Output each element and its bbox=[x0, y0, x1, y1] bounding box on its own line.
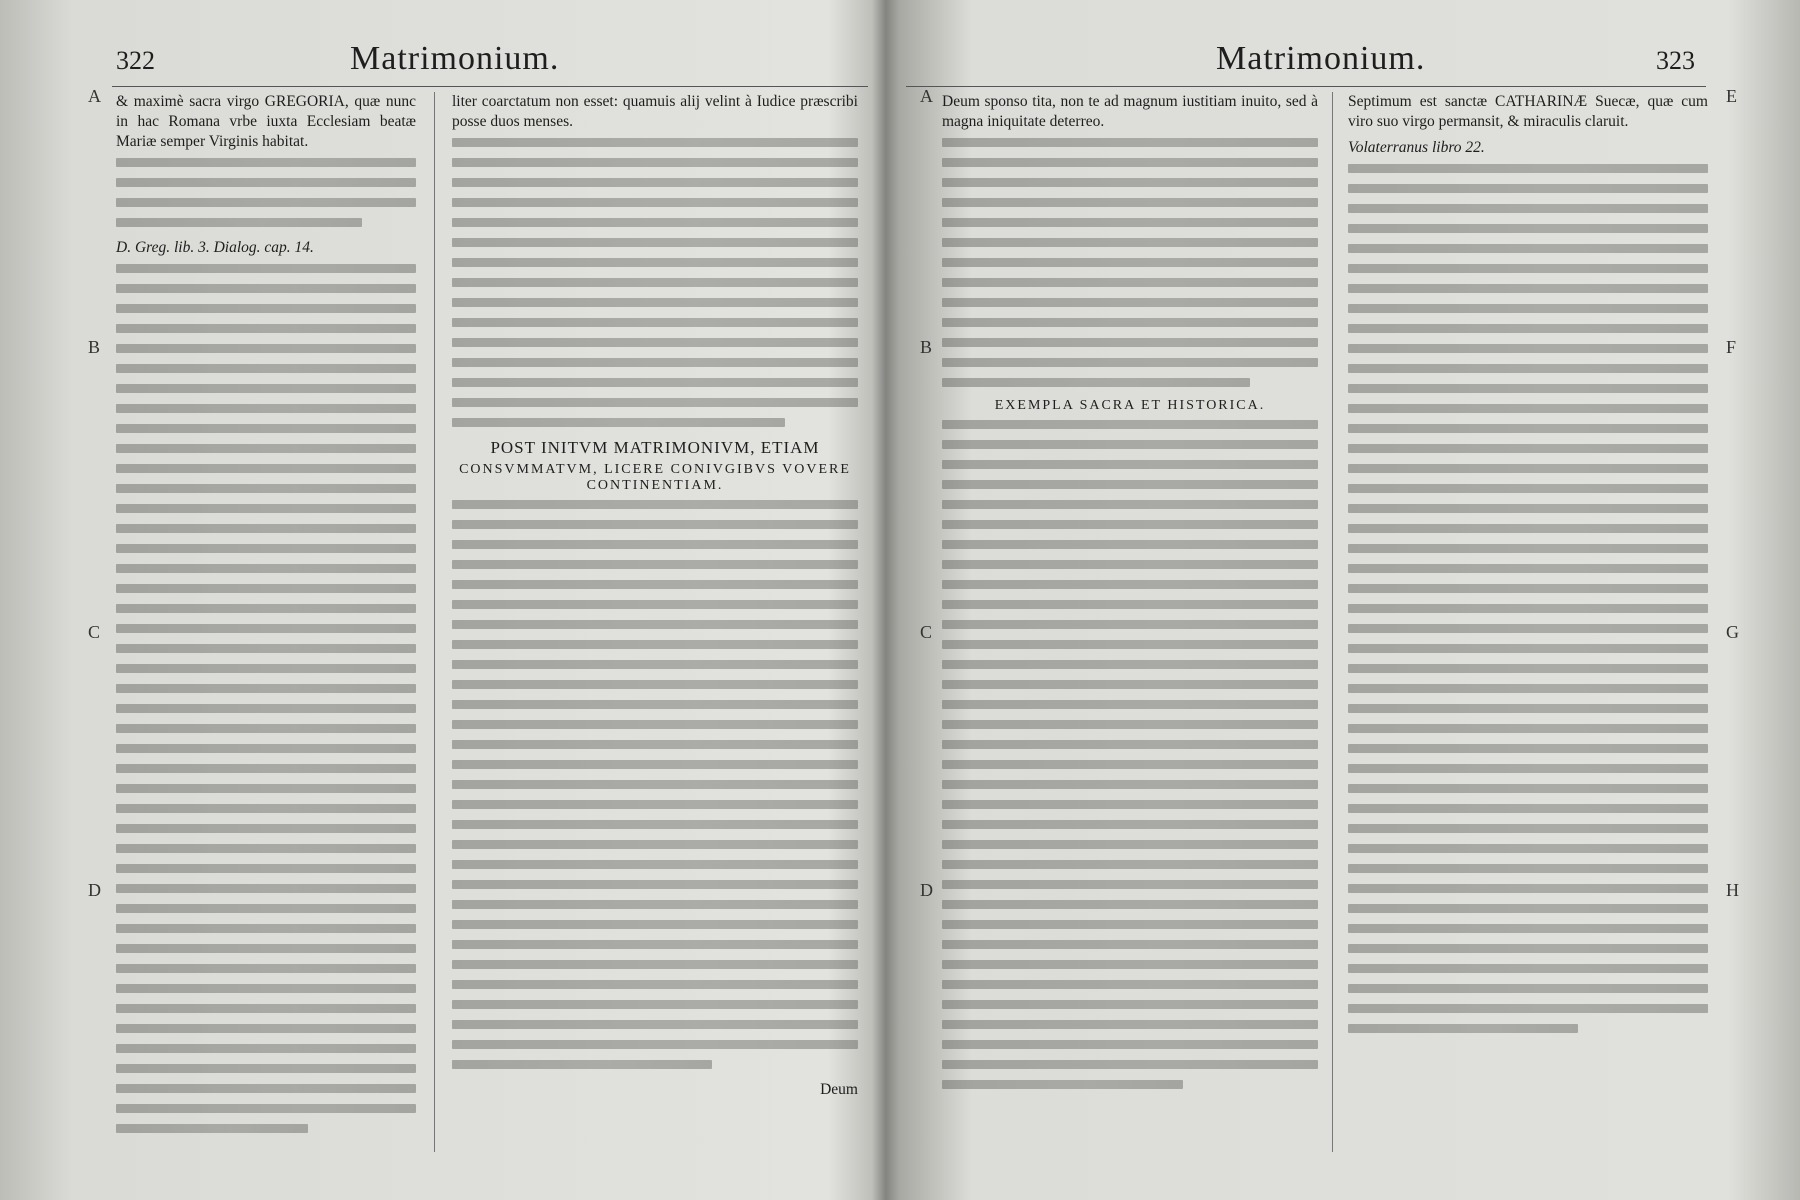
margin-letter-a: A bbox=[88, 86, 101, 106]
right-col2-citation: Volaterranus libro 22. bbox=[1348, 139, 1485, 156]
left-col2-text-block bbox=[452, 138, 858, 427]
right-col2-opening: Septimum est sanctæ CATHARINÆ Suecæ, quæ cum viro suo virgo permansit, & miraculis claruit. bbox=[1348, 93, 1708, 130]
margin-letter-c-right: C bbox=[920, 622, 933, 642]
left-running-header: Matrimonium. bbox=[350, 40, 560, 77]
right-page-column-2 bbox=[1348, 92, 1708, 1044]
margin-letter-h: H bbox=[1726, 880, 1739, 900]
margin-letter-g: G bbox=[1726, 622, 1739, 642]
left-col2-catchword: Deum bbox=[820, 1081, 858, 1098]
right-col1-section-heading: EXEMPLA SACRA ET HISTORICA. bbox=[994, 398, 1266, 413]
left-col1-citation: D. Greg. lib. 3. Dialog. cap. 14. bbox=[116, 239, 314, 256]
left-section-heading: POST INITVM MATRIMONIVM, ETIAM bbox=[490, 438, 820, 457]
margin-letter-e: E bbox=[1726, 86, 1737, 106]
margin-letter-b: B bbox=[88, 337, 101, 357]
right-page-number: 323 bbox=[1656, 46, 1695, 75]
margin-letter-f: F bbox=[1726, 337, 1737, 357]
left-header-rule bbox=[112, 86, 868, 87]
right-running-header: Matrimonium. bbox=[1216, 40, 1426, 77]
left-page-column-1 bbox=[116, 92, 416, 1144]
right-column-divider bbox=[1332, 92, 1333, 1152]
left-col2-opening: liter coarctatum non esset: quamuis alij velint à Iudice præscribi posse duos menses. bbox=[452, 93, 858, 130]
right-col2-text-block bbox=[1348, 164, 1708, 1033]
right-page bbox=[886, 0, 1800, 1200]
left-col1-text-block-2 bbox=[116, 264, 416, 1133]
left-column-divider bbox=[434, 92, 435, 1152]
left-page-number: 322 bbox=[116, 46, 155, 75]
left-col2-text-block-2 bbox=[452, 500, 858, 1069]
left-page-column-2 bbox=[452, 92, 858, 1106]
margin-letter-c: C bbox=[88, 622, 101, 642]
right-col1-text-block bbox=[942, 138, 1318, 387]
margin-letter-a-right: A bbox=[920, 86, 933, 106]
right-col1-opening: Deum sponso tita, non te ad magnum iustitiam inuito, sed à magna iniquitate deterreo. bbox=[942, 93, 1318, 130]
right-header-rule bbox=[906, 86, 1706, 87]
left-page bbox=[0, 0, 880, 1200]
left-section-subheading: CONSVMMATVM, LICERE CONIVGIBVS VOVERE CONTINENTIAM. bbox=[459, 462, 851, 493]
margin-letter-b-right: B bbox=[920, 337, 933, 357]
right-col1-text-block-2 bbox=[942, 420, 1318, 1089]
right-page-column-1 bbox=[942, 92, 1318, 1100]
left-col1-opening: & maximè sacra virgo GREGORIA, quæ nunc in hac Romana vrbe iuxta Ecclesiam beatæ Mariæ semper Virginis habitat. bbox=[116, 93, 416, 150]
margin-letter-d-right: D bbox=[920, 880, 933, 900]
margin-letter-d: D bbox=[88, 880, 101, 900]
left-col1-text-block bbox=[116, 158, 416, 227]
